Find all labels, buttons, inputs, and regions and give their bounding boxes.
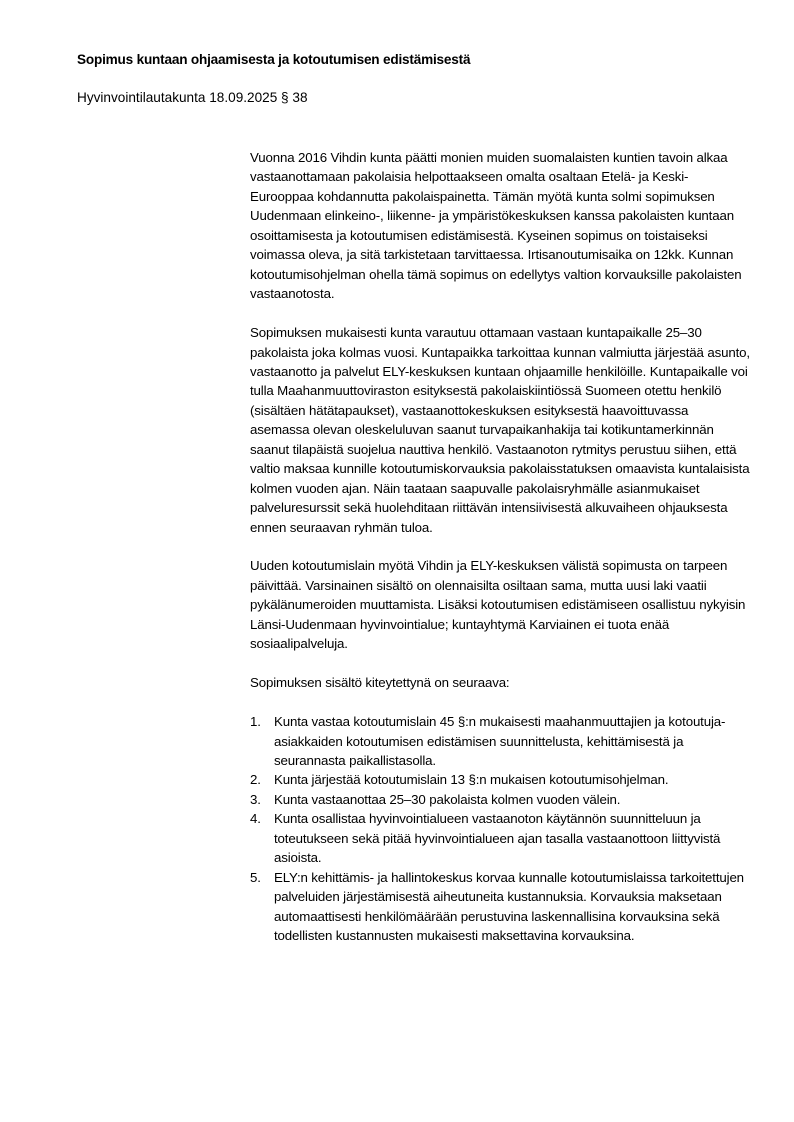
list-number: 4.: [250, 811, 261, 827]
list-number: 1.: [250, 714, 261, 730]
document-body: [250, 148, 750, 946]
list-text: Kunta järjestää kotoutumislain 13 §:n mukaisen kotoutumisohjelman.: [274, 772, 669, 788]
document-title: Sopimus kuntaan ohjaamisesta ja kotoutumisen edistämisestä: [77, 52, 471, 67]
paragraph-agreement-terms: Sopimuksen mukaisesti kunta varautuu ottamaan vastaan kuntapaikalle 25–30 pakolaista joka kolmas vuosi. Kuntapaikka tarkoittaa kunnan valmiutta järjestää asunto, vastaanotto ja palvelut ELY-keskuksen kuntaan ohjaamille henkilöille. Kuntapaikalle voi tulla Maahanmuuttoviraston esityksestä pakolaiskiintiössä Suomeen otettu henkilö (sisältäen hätätapaukset), vastaanottokeskuksen esityksestä haavoittuvassa asemassa olevan oleskeluluvan saanut turvapaikanhakija tai kotikuntamerkinnän saanut tilapäistä suojelua nauttiva henkilö. Vastaanoton rytmitys perustuu siihen, että valtio maksaa kunnille kotoutumiskorvauksia pakolaisstatuksen omaavista kuntalaisista kolmen vuoden ajan. Näin taataan saapuvalle pakolaisryhmälle asianmukaiset palveluresurssit sekä huolehditaan riittävän intensiivisestä alkuvaiheen ohjauksesta ennen seuraavan ryhmän tuloa.: [250, 325, 750, 535]
list-item: [250, 868, 750, 946]
list-item: [250, 790, 750, 809]
list-item: [250, 770, 750, 789]
list-text: ELY:n kehittämis- ja hallintokeskus korvaa kunnalle kotoutumislaissa tarkoitettujen palveluiden järjestämisestä aiheutuneita kustannuksia. Korvauksia maksetaan automaattisesti henkilömäärään perustuvina laskennallisina korvauksina sekä todellisten kustannusten mukaisesti maksettavina korvauksina.: [274, 869, 744, 944]
paragraph-background: Vuonna 2016 Vihdin kunta päätti monien muiden suomalaisten kuntien tavoin alkaa vastaanottamaan pakolaisia helpottaakseen omalta osaltaan Etelä- ja Keski-Eurooppaa kohdannutta pakolaispainetta. Tämän myötä kunta solmi sopimuksen Uudenmaan elinkeino-, liikenne- ja ympäristökeskuksen kanssa pakolaisten kuntaan osoittamisesta ja kotoutumisen edistämisestä. Kyseinen sopimus on toistaiseksi voimassa oleva, ja sitä tarkistetaan tarvittaessa. Irtisanoutumisaika on 12kk. Kunnan kotoutumisohjelman ohella tämä sopimus on edellytys valtion korvauksille pakolaisten vastaanotosta.: [250, 150, 742, 302]
list-item: [250, 712, 750, 770]
list-text: Kunta vastaanottaa 25–30 pakolaista kolmen vuoden välein.: [274, 791, 621, 807]
paragraph-update-reason: Uuden kotoutumislain myötä Vihdin ja ELY-keskuksen välistä sopimusta on tarpeen päivittää. Varsinainen sisältö on olennaisilta osiltaan sama, mutta uusi laki vaatii pykälänumeroiden muuttamista. Lisäksi kotoutumisen edistämiseen osallistuu nykyisin Länsi-Uudenmaan hyvinvointialue; kuntayhtymä Karviainen ei tuota enää sosiaalipalveluja.: [250, 558, 746, 652]
agreement-summary-list: [250, 712, 750, 945]
list-item: [250, 809, 750, 867]
list-number: 5.: [250, 869, 261, 885]
list-number: 2.: [250, 772, 261, 788]
list-text: Kunta vastaa kotoutumislain 45 §:n mukaisesti maahanmuuttajien ja kotoutuja-asiakkaiden kotoutumisen edistämisen suunnittelusta, kehittämisestä ja seurannasta paikallistasolla.: [274, 714, 726, 768]
list-number: 3.: [250, 791, 261, 807]
paragraph-summary-intro: Sopimuksen sisältö kiteytettynä on seuraava:: [250, 675, 510, 691]
meeting-reference: Hyvinvointilautakunta 18.09.2025 § 38: [77, 90, 308, 105]
list-text: Kunta osallistaa hyvinvointialueen vastaanoton käytännön suunnitteluun ja toteutukseen sekä pitää hyvinvointialueen ajan tasalla vastaanottoon liittyvistä asioista.: [274, 811, 721, 866]
